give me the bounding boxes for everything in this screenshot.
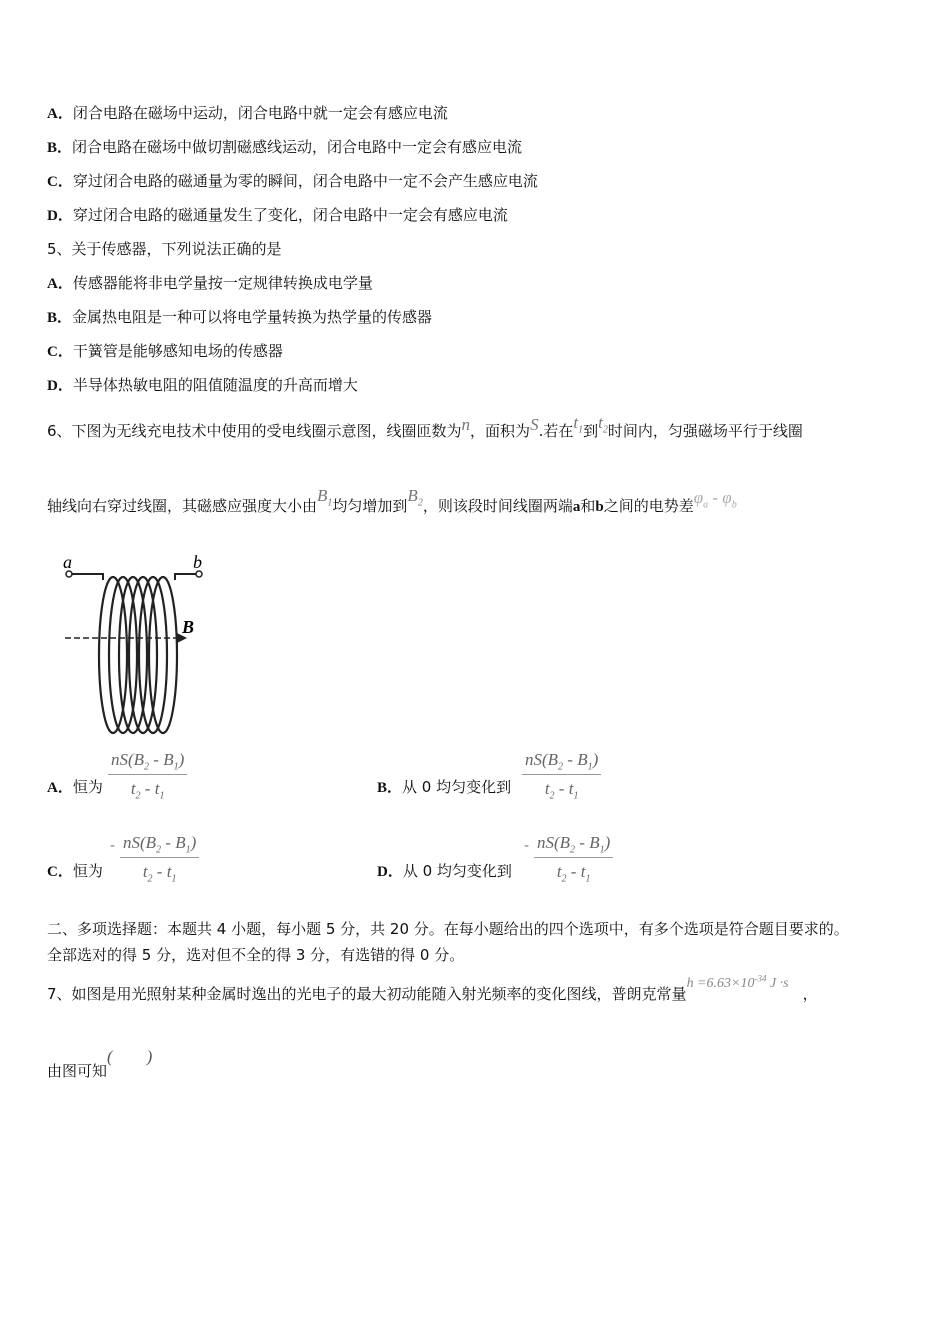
- q5-option-c: [47, 340, 283, 361]
- formula-part: 1: [159, 790, 165, 802]
- option-text: 恒为: [72, 778, 103, 796]
- math-b2: [407, 486, 423, 509]
- formula-part: ): [178, 750, 185, 769]
- formula-part: 2: [561, 873, 567, 885]
- formula-part: - t: [152, 862, 172, 882]
- option-text: 半导体热敏电阻的阻值随温度的升高而增大: [72, 376, 358, 394]
- sub: a: [703, 499, 709, 511]
- numerator: [534, 833, 613, 858]
- unit: J ·s: [766, 976, 789, 991]
- formula-part: ): [592, 750, 599, 769]
- b: B: [407, 486, 418, 505]
- option-text: 恒为: [72, 862, 103, 880]
- text: .若在: [538, 422, 574, 440]
- formula-part: 2: [558, 761, 564, 773]
- formula-c: [120, 833, 199, 885]
- numerator: [522, 750, 601, 775]
- t: t: [598, 413, 603, 432]
- formula-part: t: [544, 779, 550, 799]
- option-letter: D．: [377, 864, 403, 880]
- label-B: B: [182, 617, 195, 637]
- text: 到: [583, 422, 599, 440]
- text: ，面积为: [470, 422, 531, 440]
- formula-part: 2: [570, 844, 576, 856]
- sub: 2: [417, 497, 423, 509]
- answer-paren: ( ): [107, 1047, 153, 1066]
- label-b: b: [193, 552, 202, 572]
- q4-option-c: [47, 170, 538, 191]
- denominator: [120, 858, 199, 884]
- phi: φ: [693, 488, 704, 507]
- math-s: S: [530, 415, 539, 434]
- q4-option-b: [47, 136, 522, 157]
- formula-part: nS(B: [537, 833, 571, 852]
- formula-part: ): [604, 833, 611, 852]
- sub: 2: [602, 424, 608, 436]
- math-t2: [598, 413, 608, 436]
- option-letter: D．: [47, 208, 73, 224]
- option-letter: A．: [47, 780, 73, 796]
- sub: b: [731, 499, 737, 511]
- formula-part: - t: [566, 862, 586, 882]
- formula-part: 1: [585, 873, 591, 885]
- text: a: [572, 499, 581, 515]
- q6-stem-line2: [47, 486, 737, 518]
- q7-stem: [47, 973, 818, 1004]
- option-text: 从 0 均匀变化到: [402, 778, 512, 796]
- q6-option-c: [47, 860, 103, 881]
- option-text: 传感器能将非电学量按一定规律转换成电学量: [72, 274, 373, 292]
- formula-d: [534, 833, 613, 885]
- denominator: [108, 775, 187, 801]
- formula-b: [522, 750, 601, 802]
- numerator: [120, 833, 199, 858]
- q5-option-d: [47, 374, 358, 395]
- minus: -: [712, 488, 719, 507]
- formula-part: 2: [549, 790, 555, 802]
- planck-constant: [686, 973, 789, 991]
- exp: -34: [754, 973, 767, 984]
- text: 7、如图是用光照射某种金属时逸出的光电子的最大初动能随入射光频率的变化图线，普朗克常量: [47, 985, 687, 1003]
- formula-part: - t: [140, 779, 160, 799]
- formula-part: ): [190, 833, 197, 852]
- formula-part: t: [142, 862, 148, 882]
- option-letter: C．: [47, 174, 73, 190]
- text: ，: [802, 985, 818, 1003]
- minus-sign: -: [110, 838, 116, 854]
- option-text: 金属热电阻是一种可以将电学量转换为热学量的传感器: [72, 308, 433, 326]
- q6-option-b: [377, 776, 511, 797]
- option-letter: C．: [47, 344, 73, 360]
- phi: φ: [722, 488, 732, 507]
- formula-part: nS(B: [111, 750, 145, 769]
- text: b: [595, 499, 604, 515]
- formula-part: - B: [149, 750, 174, 769]
- option-text: 闭合电路在磁场中做切割磁感线运动，闭合电路中一定会有感应电流: [72, 138, 523, 156]
- formula-part: 1: [173, 761, 179, 773]
- math-phi-diff: [693, 488, 737, 511]
- formula-part: - B: [563, 750, 588, 769]
- b: B: [317, 486, 328, 505]
- coil-figure: [55, 550, 215, 745]
- option-text: 穿过闭合电路的磁通量为零的瞬间，闭合电路中一定不会产生感应电流: [72, 172, 538, 190]
- option-letter: C．: [47, 864, 73, 880]
- formula-part: nS(B: [525, 750, 559, 769]
- formula-part: 1: [185, 844, 191, 856]
- math-n: n: [461, 415, 471, 434]
- q4-option-a: [47, 102, 448, 123]
- text: 和: [580, 497, 596, 515]
- formula-part: 2: [144, 761, 150, 773]
- text: 时间内，匀强磁场平行于线圈: [607, 422, 803, 440]
- label-a: a: [63, 552, 72, 572]
- option-text: 从 0 均匀变化到: [402, 862, 512, 880]
- option-text: 闭合电路在磁场中运动，闭合电路中就一定会有感应电流: [72, 104, 448, 122]
- formula-part: 2: [135, 790, 141, 802]
- formula-part: t: [130, 779, 136, 799]
- q4-option-d: [47, 204, 508, 225]
- t: t: [573, 413, 579, 432]
- h: h =6.63×10: [686, 976, 755, 991]
- formula-part: 1: [171, 873, 177, 885]
- sub: 1: [578, 424, 584, 436]
- text: ，则该段时间线圈两端: [422, 497, 573, 515]
- option-letter: B．: [47, 310, 73, 326]
- minus-sign: -: [524, 838, 530, 854]
- denominator: [534, 858, 613, 884]
- formula-part: 2: [147, 873, 153, 885]
- q7-line2: [47, 1047, 153, 1081]
- text: 6、下图为无线充电技术中使用的受电线圈示意图，线圈匝数为: [47, 422, 462, 440]
- formula-part: - B: [161, 833, 186, 852]
- text: 之间的电势差: [603, 497, 694, 515]
- math-b1: [317, 486, 333, 509]
- option-letter: B．: [47, 140, 73, 156]
- math-t1: [573, 413, 584, 436]
- text: 由图可知: [47, 1062, 108, 1080]
- option-text: 干簧管是能够感知电场的传感器: [72, 342, 283, 360]
- section2-line2: 全部选对的得 5 分，选对但不全的得 3 分，有选错的得 0 分。: [47, 946, 465, 964]
- q5-option-b: [47, 306, 432, 327]
- formula-part: 1: [587, 761, 593, 773]
- option-letter: A．: [47, 276, 73, 292]
- denominator: [522, 775, 601, 801]
- option-text: 穿过闭合电路的磁通量发生了变化，闭合电路中一定会有感应电流: [72, 206, 508, 224]
- formula-part: - B: [575, 833, 600, 852]
- formula-part: 1: [599, 844, 605, 856]
- formula-part: - t: [554, 779, 574, 799]
- formula-part: 2: [156, 844, 162, 856]
- option-letter: A．: [47, 106, 73, 122]
- formula-a: [108, 750, 187, 802]
- text: 均匀增加到: [332, 497, 408, 515]
- formula-part: t: [556, 862, 562, 882]
- coil-turns: [99, 577, 177, 733]
- q6-option-d: [377, 860, 512, 881]
- q6-stem-line1: [47, 413, 803, 443]
- q6-option-a: [47, 776, 103, 797]
- option-letter: D．: [47, 378, 73, 394]
- sub: 1: [327, 497, 333, 509]
- formula-part: nS(B: [123, 833, 157, 852]
- option-letter: B．: [377, 780, 403, 796]
- formula-part: 1: [573, 790, 579, 802]
- q5-stem: 5、关于传感器，下列说法正确的是: [47, 240, 282, 258]
- numerator: [108, 750, 187, 775]
- section2-line1: 二、多项选择题：本题共 4 小题，每小题 5 分，共 20 分。在每小题给出的四个选项中，有多个选项是符合题目要求的。: [47, 920, 849, 938]
- q5-option-a: [47, 272, 373, 293]
- text: 轴线向右穿过线圈，其磁感应强度大小由: [47, 497, 318, 515]
